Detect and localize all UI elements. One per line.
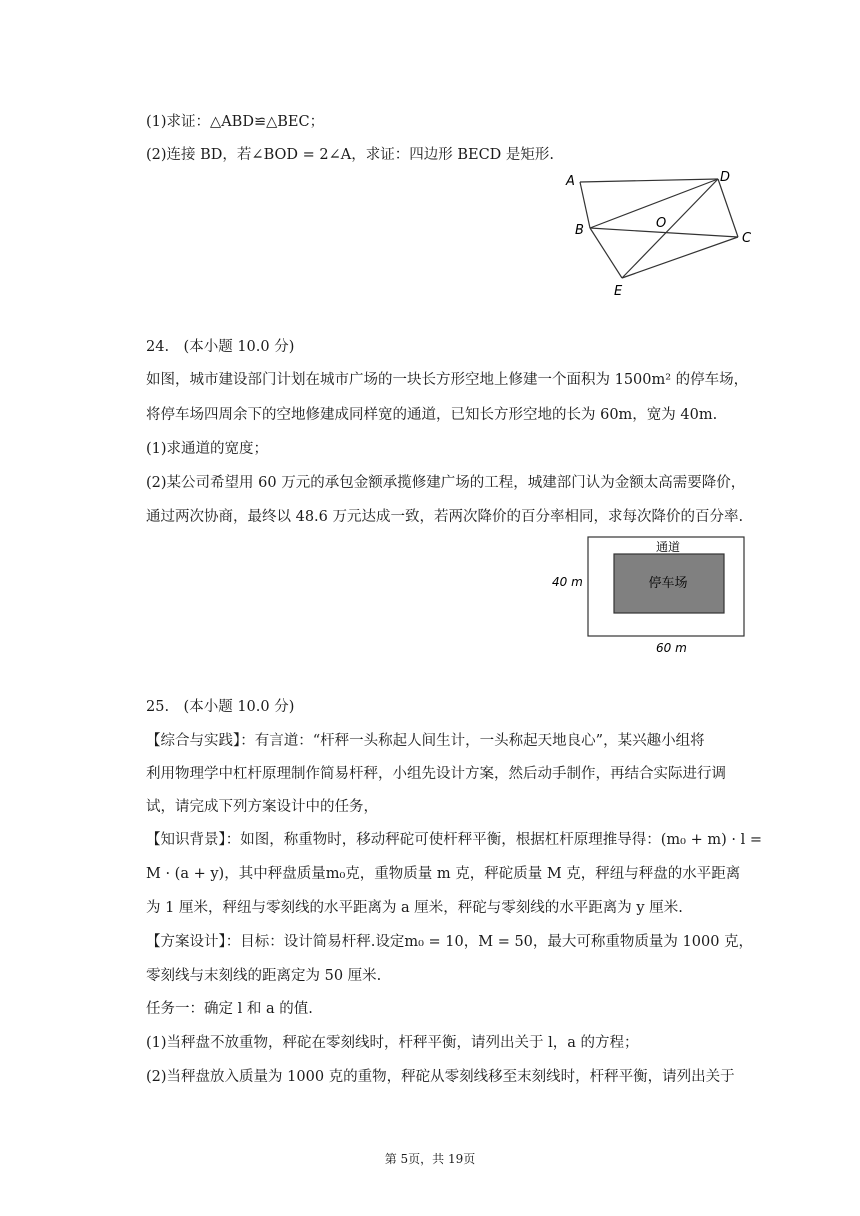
passage-label: 通道 bbox=[655, 540, 681, 554]
q24-line2: 将停车场四周余下的空地修建成同样宽的通道，已知长方形空地的长为 60m，宽为 40m. bbox=[146, 407, 718, 423]
label-E: E bbox=[614, 284, 623, 299]
q25-line5: M · (a + y)，其中秤盘质量m₀克，重物质量 m 克，秤砣质量 M 克，秤纽与秤盘的水平距离 bbox=[146, 866, 741, 882]
page-footer: 第 5页，共 19页 bbox=[384, 1152, 476, 1166]
q23-part2: (2)连接 BD，若∠BOD = 2∠A，求证：四边形 BECD 是矩形. bbox=[146, 147, 555, 163]
label-O: O bbox=[656, 216, 667, 231]
label-A: A bbox=[566, 174, 575, 189]
q24-header: 24. (本小题 10.0 分) bbox=[146, 339, 295, 355]
q25-line3: 试，请完成下列方案设计中的任务， bbox=[146, 799, 378, 815]
q25-header: 25. (本小题 10.0 分) bbox=[146, 699, 295, 715]
q24-part2b: 通过两次协商，最终以 48.6 万元达成一致，若两次降价的百分率相同，求每次降价的百分率. bbox=[146, 509, 744, 525]
q25-line11: (2)当秤盘放入质量为 1000 克的重物，秤砣从零刻线移至末刻线时，杆秤平衡，请列出关于 bbox=[146, 1069, 735, 1085]
q25-line9: 任务一：确定 l 和 a 的值. bbox=[146, 1001, 313, 1017]
parking-lot-figure bbox=[548, 534, 760, 658]
q25-line6: 为 1 厘米，秤纽与零刻线的水平距离为 a 厘米，秤砣与零刻线的水平距离为 y 厘米. bbox=[146, 900, 683, 916]
q25-line2: 利用物理学中杠杆原理制作简易杆秤，小组先设计方案，然后动手制作，再结合实际进行调 bbox=[146, 766, 726, 782]
q23-part1: (1)求证：△ABD≌△BEC； bbox=[146, 114, 325, 130]
label-B: B bbox=[575, 223, 584, 238]
length-label: 60 m bbox=[656, 641, 687, 655]
q24-part2a: (2)某公司希望用 60 万元的承包金额承揽修建广场的工程，城建部门认为金额太高需要降价， bbox=[146, 475, 746, 491]
label-D: D bbox=[720, 170, 731, 185]
width-label: 40 m bbox=[552, 575, 583, 589]
q25-line1: 【综合与实践】：有言道：“杆秤一头称起人间生计，一头称起天地良心”，某兴趣小组将 bbox=[146, 733, 705, 749]
q25-line10: (1)当秤盘不放重物，秤砣在零刻线时，杆秤平衡，请列出关于 l，a 的方程； bbox=[146, 1035, 639, 1051]
label-C: C bbox=[742, 231, 752, 246]
q25-line7: 【方案设计】：目标：设计简易杆秤.设定m₀ = 10，M = 50，最大可称重物质量为 1000 克， bbox=[146, 934, 754, 950]
q24-part1: (1)求通道的宽度； bbox=[146, 441, 269, 457]
q25-line4: 【知识背景】：如图，称重物时，移动秤砣可使杆秤平衡，根据杠杆原理推导得：(m₀ + m) · l = bbox=[146, 832, 762, 848]
parallelogram-figure bbox=[560, 165, 760, 300]
q24-line1: 如图，城市建设部门计划在城市广场的一块长方形空地上修建一个面积为 1500m² 的停车场， bbox=[146, 372, 749, 388]
q25-line8: 零刻线与末刻线的距离定为 50 厘米. bbox=[146, 968, 382, 984]
parking-label: 停车场 bbox=[648, 576, 688, 591]
